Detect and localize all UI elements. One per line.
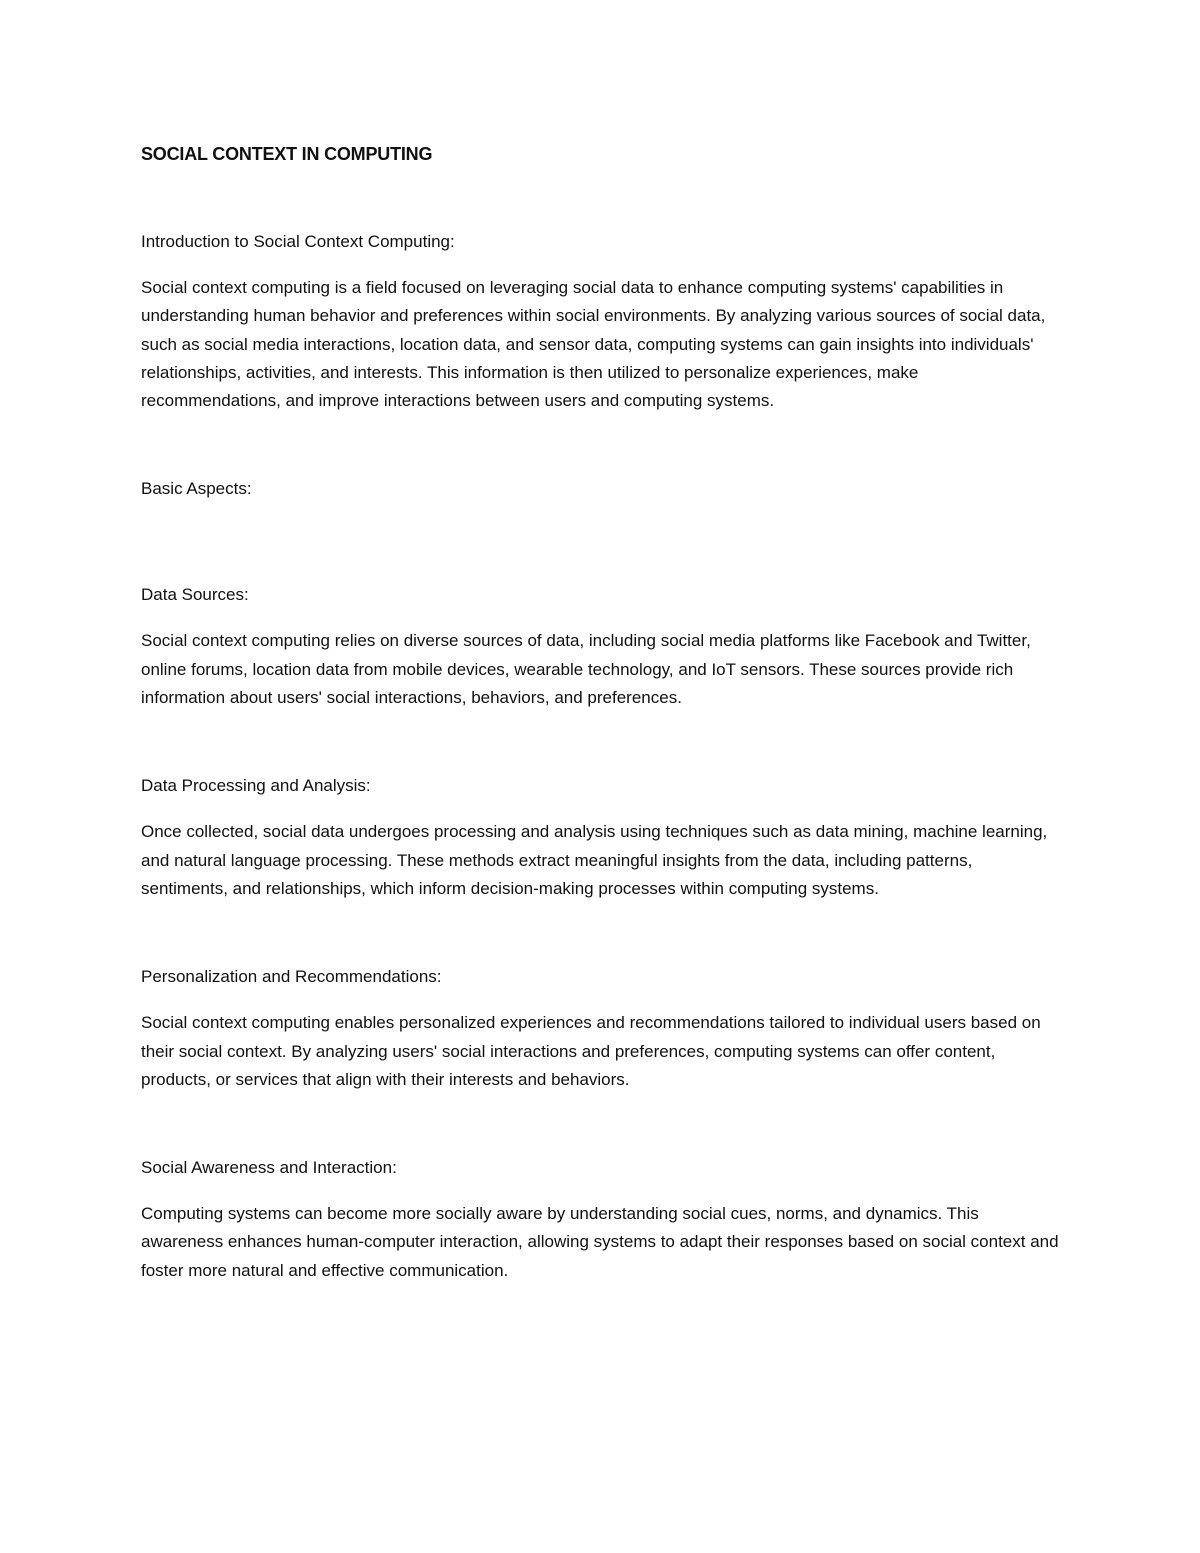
intro-heading: Introduction to Social Context Computing:	[141, 232, 455, 251]
document-title: SOCIAL CONTEXT IN COMPUTING	[141, 144, 433, 164]
section-heading: Data Processing and Analysis:	[141, 776, 371, 796]
spacer	[141, 415, 1061, 475]
section-heading: Personalization and Recommendations:	[141, 967, 442, 987]
section-paragraph: Once collected, social data undergoes processing and analysis using techniques such as data mining, machine learning, and natural language processing. These methods extract meaningful insights from the data, including patterns, sentiments, and relationships, which inform decision-making processes within computing systems.	[141, 822, 1048, 898]
section-paragraph: Social context computing enables personalized experiences and recommendations tailored to individual users based on their social context. By analyzing users' social interactions and preferences, computing systems can offer content, products, or services that align with their interests and behaviors.	[141, 1013, 1041, 1089]
document-content	[141, 140, 1061, 1285]
section-data-sources	[141, 581, 1061, 712]
section-paragraph: Social context computing relies on diverse sources of data, including social media platforms like Facebook and Twitter, online forums, location data from mobile devices, wearable technology, and IoT sensors. These sources provide rich information about users' social interactions, behaviors, and preferences.	[141, 631, 1031, 708]
section-data-processing	[141, 772, 1061, 903]
spacer	[141, 903, 1061, 963]
section-paragraph: Computing systems can become more socially aware by understanding social cues, norms, and dynamics. This awareness enhances human-computer interaction, allowing systems to adapt their responses based on social context and foster more natural and effective communication.	[141, 1204, 1059, 1280]
spacer	[141, 1094, 1061, 1154]
spacer	[141, 521, 1061, 581]
section-heading: Social Awareness and Interaction:	[141, 1158, 397, 1178]
section-personalization	[141, 963, 1061, 1094]
section-heading: Data Sources:	[141, 585, 249, 605]
basic-aspects-heading: Basic Aspects:	[141, 479, 252, 499]
intro-paragraph: Social context computing is a field focused on leveraging social data to enhance computing systems' capabilities in understanding human behavior and preferences within social environments. By analyzing various sources of social data, such as social media interactions, location data, and sensor data, computing systems can gain insights into individuals' relationships, activities, and interests. This information is then utilized to personalize experiences, make recommendations, and improve interactions between users and computing systems.	[141, 278, 1046, 411]
spacer	[141, 712, 1061, 772]
section-social-awareness	[141, 1154, 1061, 1285]
